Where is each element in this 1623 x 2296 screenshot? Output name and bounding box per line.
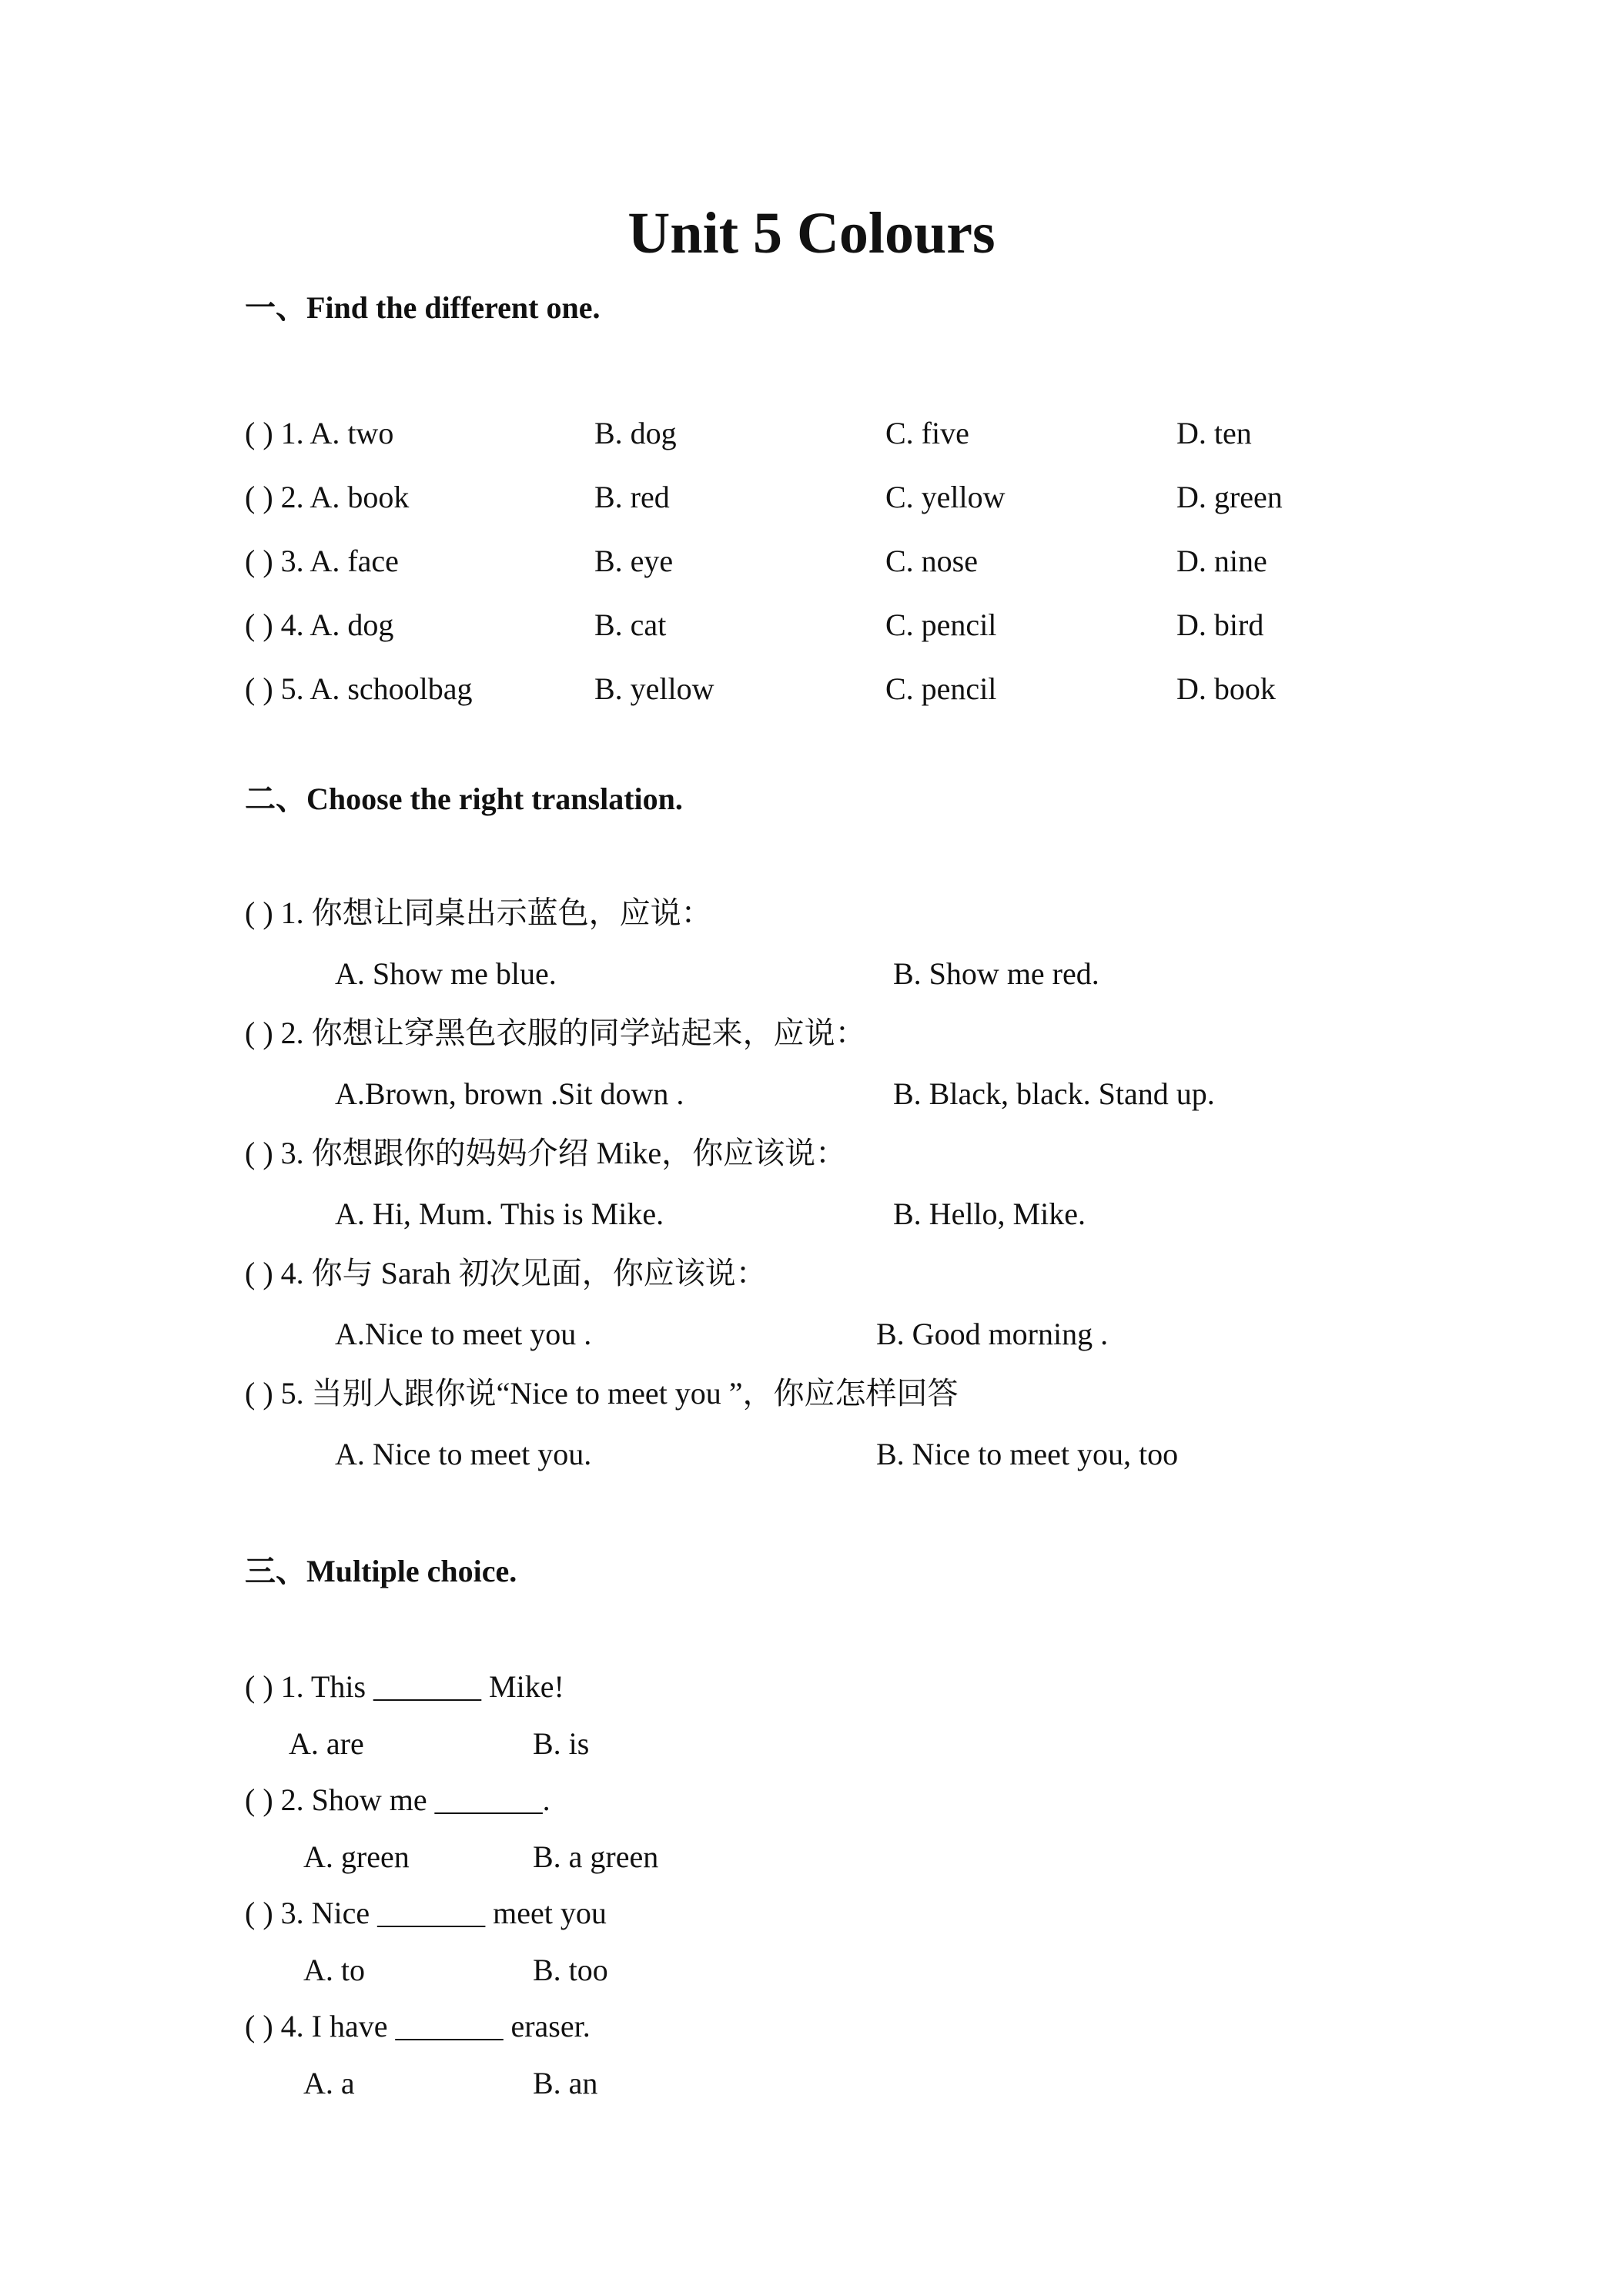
option-a: A. a [303, 2066, 355, 2100]
option-a: A. Nice to meet you. [335, 1437, 592, 1471]
option-d: D. ten [1176, 416, 1252, 450]
option-c: C. five [885, 416, 969, 450]
option-b: B. yellow [594, 671, 714, 706]
option-a: A. Show me blue. [335, 956, 557, 991]
option-b: B. red [594, 480, 670, 514]
option-d: D. book [1176, 671, 1276, 706]
option-b: B. cat [594, 607, 667, 642]
option-c: C. yellow [885, 480, 1006, 514]
question-prompt: ( ) 1. This _______ Mike! [245, 1669, 564, 1704]
option-b: B. Black, black. Stand up. [893, 1076, 1215, 1111]
option-b: B. eye [594, 544, 674, 578]
question-prefix: ( ) 5. A. schoolbag [245, 671, 473, 706]
option-b: B. too [533, 1953, 608, 1987]
question-prompt: ( ) 5. 当别人跟你说“Nice to meet you ”，你应怎样回答 [245, 1376, 959, 1411]
question-prompt: ( ) 2. Show me _______. [245, 1782, 550, 1817]
option-c: C. pencil [885, 671, 997, 706]
page-title: Unit 5 Colours [627, 201, 996, 266]
option-a: A. green [303, 1839, 410, 1874]
option-b: B. Good morning . [876, 1317, 1109, 1351]
question-prefix: ( ) 2. A. book [245, 480, 410, 514]
option-b: B. Show me red. [893, 956, 1099, 991]
option-d: D. bird [1176, 607, 1264, 642]
question-prefix: ( ) 4. A. dog [245, 607, 394, 642]
question-prompt: ( ) 4. 你与 Sarah 初次见面，你应该说： [245, 1256, 767, 1290]
section-heading: 一、Find the different one. [245, 290, 601, 325]
section-heading: 三、Multiple choice. [245, 1554, 517, 1588]
option-b: B. Nice to meet you, too [876, 1437, 1179, 1471]
option-b: B. dog [594, 416, 677, 450]
question-prompt: ( ) 4. I have _______ eraser. [245, 2009, 591, 2043]
option-a: A. Hi, Mum. This is Mike. [335, 1197, 664, 1231]
option-c: C. nose [885, 544, 978, 578]
option-d: D. nine [1176, 544, 1267, 578]
option-a: A.Nice to meet you . [335, 1317, 592, 1351]
option-a: A.Brown, brown .Sit down . [335, 1076, 684, 1111]
question-prompt: ( ) 2. 你想让穿黑色衣服的同学站起来，应说： [245, 1016, 866, 1050]
option-a: A. are [289, 1726, 364, 1761]
option-a: A. to [303, 1953, 365, 1987]
question-prefix: ( ) 3. A. face [245, 544, 399, 578]
option-b: B. Hello, Mike. [893, 1197, 1086, 1231]
question-prompt: ( ) 1. 你想让同桌出示蓝色，应说： [245, 895, 712, 930]
option-b: B. a green [533, 1839, 659, 1874]
option-b: B. is [533, 1726, 590, 1761]
question-prefix: ( ) 1. A. two [245, 416, 394, 450]
option-c: C. pencil [885, 607, 997, 642]
section-heading: 二、Choose the right translation. [245, 782, 683, 816]
option-b: B. an [533, 2066, 598, 2100]
question-prompt: ( ) 3. Nice _______ meet you [245, 1896, 607, 1930]
question-prompt: ( ) 3. 你想跟你的妈妈介绍 Mike，你应该说： [245, 1136, 847, 1170]
option-d: D. green [1176, 480, 1283, 514]
